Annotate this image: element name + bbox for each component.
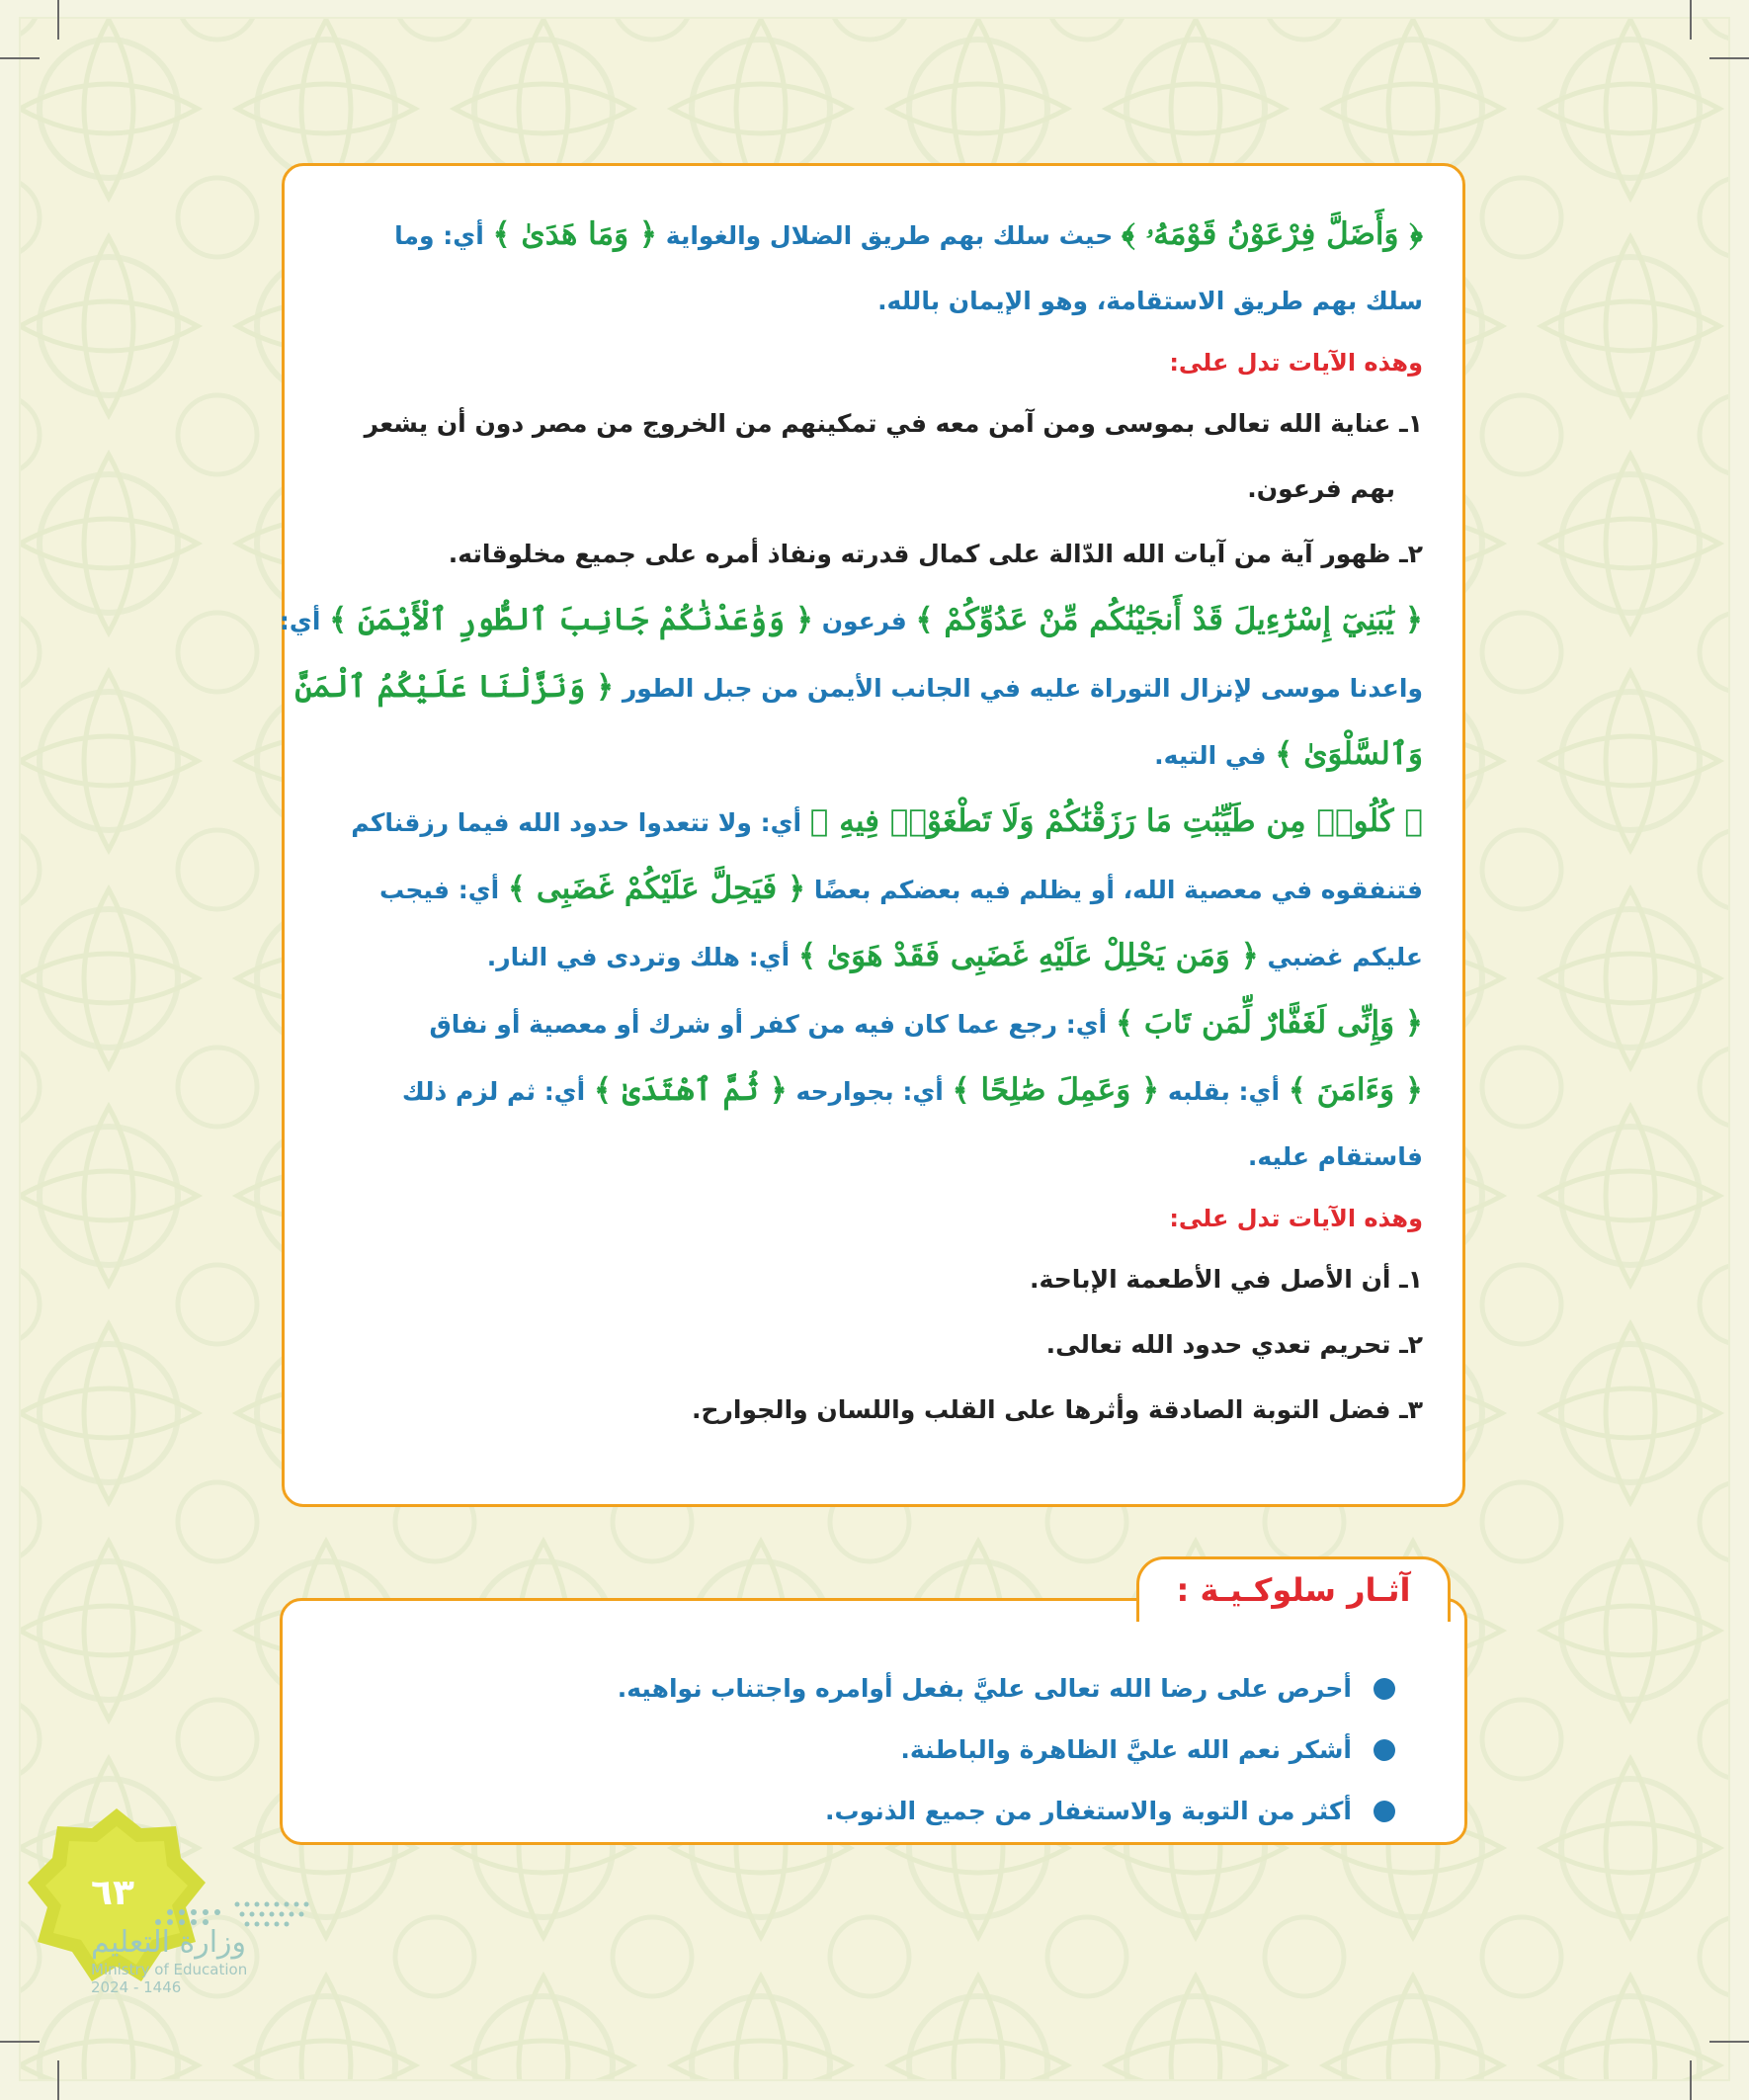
lesson-line bbox=[320, 1312, 1423, 1378]
behavioral-title: آثـار سلوكـيـة : bbox=[1176, 1571, 1411, 1609]
crop-mark bbox=[1690, 0, 1692, 40]
explanation-text: ١ـ عناية الله تعالى بموسى ومن آمن معه في تمكينهم من الخروج من مصر دون أن يشعر bbox=[364, 409, 1423, 438]
list-item bbox=[312, 1781, 1395, 1842]
lesson-line bbox=[320, 1125, 1423, 1190]
lesson-line bbox=[320, 1378, 1423, 1443]
explanation-text: ٢ـ تحريم تعدي حدود الله تعالى. bbox=[1045, 1330, 1423, 1359]
lesson-text bbox=[279, 202, 1423, 1443]
lesson-line bbox=[320, 522, 1423, 587]
explanation-text: أي: فيجب bbox=[378, 876, 508, 904]
explanation-text: أي: bbox=[279, 607, 330, 635]
quran-verse: ﴿ وَنَزَّلْنَا عَلَيْكُمُ ٱلْمَنَّ bbox=[294, 669, 615, 705]
explanation-text: ١ـ أن الأصل في الأطعمة الإباحة. bbox=[1030, 1265, 1423, 1294]
ministry-name-ar: وزارة التعليم bbox=[91, 1925, 247, 1960]
page-number: ٦٣ bbox=[91, 1873, 134, 1913]
bullet-icon bbox=[1374, 1678, 1395, 1700]
crop-mark bbox=[0, 2041, 40, 2043]
lesson-line bbox=[279, 587, 1423, 654]
edition-year: 2024 - 1446 bbox=[91, 1978, 182, 1996]
lesson-line bbox=[320, 202, 1423, 269]
lesson-line bbox=[320, 789, 1423, 856]
explanation-text: فرعون bbox=[813, 607, 916, 635]
quran-verse: ﴿ كُلُوا۟ مِن طَيِّبَٰتِ مَا رَزَقْنَٰكُمْ وَلَا تَطْغَوْا۟ فِيهِ ﴾ bbox=[809, 803, 1423, 839]
crop-mark bbox=[0, 57, 40, 59]
explanation-text: حيث سلك بهم طريق الضلال والغواية bbox=[657, 221, 1122, 250]
lesson-line bbox=[294, 654, 1423, 721]
crop-mark bbox=[1690, 2060, 1692, 2100]
explanation-text: ٣ـ فضل التوبة الصادقة وأثرها على القلب واللسان والجوارح. bbox=[692, 1395, 1423, 1424]
section-heading: وهذه الآيات تدل على: bbox=[1169, 349, 1423, 377]
explanation-text: في التيه. bbox=[1154, 741, 1276, 770]
ministry-logo bbox=[91, 1925, 269, 1996]
explanation-text: أي: ثم لزم ذلك bbox=[401, 1077, 594, 1106]
crop-mark bbox=[57, 2060, 59, 2100]
quran-verse: ﴿ وَعَمِلَ صَٰلِحًا ﴾ bbox=[952, 1072, 1160, 1108]
lesson-line bbox=[320, 856, 1423, 923]
explanation-text: أي: هلك وتردى في النار. bbox=[486, 943, 798, 971]
quran-verse: ﴿ يَٰبَنِيٓ إِسْرَٰٓءِيلَ قَدْ أَنجَيْنَٰكُم مِّنْ عَدُوِّكُمْ ﴾ bbox=[915, 602, 1423, 637]
explanation-text: بهم فرعون. bbox=[1247, 474, 1395, 503]
quran-verse: ﴿ وَمَن يَحْلِلْ عَلَيْهِ غَضَبِى فَقَدْ هَوَىٰ ﴾ bbox=[797, 938, 1259, 973]
explanation-text: فاستقام عليه. bbox=[1247, 1142, 1423, 1171]
lesson-line bbox=[320, 269, 1423, 334]
behavioral-box bbox=[280, 1598, 1467, 1845]
lesson-line bbox=[320, 990, 1423, 1057]
explanation-text: أي: وما bbox=[394, 221, 493, 250]
crop-mark bbox=[1709, 2041, 1749, 2043]
behavioral-title-tab bbox=[1136, 1556, 1451, 1622]
lesson-line bbox=[320, 1190, 1423, 1247]
lesson-line bbox=[320, 721, 1423, 789]
explanation-text: عليكم غضبي bbox=[1258, 943, 1423, 971]
crop-mark bbox=[57, 0, 59, 40]
ministry-name-en: Ministry of Education bbox=[91, 1961, 248, 1978]
quran-verse: ﴿ وَمَا هَدَىٰ ﴾ bbox=[492, 216, 658, 252]
section-heading: وهذه الآيات تدل على: bbox=[1169, 1205, 1423, 1232]
explanation-text: ٢ـ ظهور آية من آيات الله الدّالة على كمال قدرته ونفاذ أمره على جميع مخلوقاته. bbox=[448, 540, 1423, 568]
behavioral-item-text: أحرص على رضا الله تعالى عليَّ بفعل أوامره واجتناب نواهيه. bbox=[617, 1674, 1352, 1703]
bullet-icon bbox=[1374, 1801, 1395, 1822]
lesson-line bbox=[320, 391, 1423, 457]
bullet-icon bbox=[1374, 1739, 1395, 1761]
explanation-text: أي: بقلبه bbox=[1159, 1077, 1289, 1106]
lesson-line bbox=[320, 923, 1423, 990]
list-item bbox=[312, 1720, 1395, 1781]
quran-verse: ﴿ وَوَٰعَدْنَٰكُمْ جَانِبَ ٱلطُّورِ ٱلْأَيْمَنَ ﴾ bbox=[329, 602, 814, 637]
lesson-line bbox=[320, 1247, 1423, 1312]
explanation-text: فتنفقوه في معصية الله، أو يظلم فيه بعضكم بعضًا bbox=[805, 876, 1423, 904]
quran-verse: ﴿ فَيَحِلَّ عَلَيْكُمْ غَضَبِى ﴾ bbox=[507, 871, 806, 906]
quran-verse: وَٱلسَّلْوَىٰ ﴾ bbox=[1275, 736, 1423, 772]
quran-verse: ﴿ ثُمَّ ٱهْتَدَىٰ ﴾ bbox=[593, 1072, 788, 1108]
quran-verse: ﴿ وَأَضَلَّ فِرْعَوْنُ قَوْمَهُۥ ﴾ bbox=[1121, 216, 1423, 252]
lesson-card bbox=[279, 163, 1465, 1507]
quran-verse: ﴿ وَإِنِّى لَغَفَّارٌ لِّمَن تَابَ ﴾ bbox=[1115, 1005, 1423, 1041]
quran-verse: ﴿ وَءَامَنَ ﴾ bbox=[1288, 1072, 1423, 1108]
explanation-text: أي: بجوارحه bbox=[787, 1077, 953, 1106]
lesson-line bbox=[320, 457, 1423, 522]
explanation-text: أي: ولا تتعدوا حدود الله فيما رزقناكم bbox=[351, 808, 810, 837]
lesson-line bbox=[320, 1057, 1423, 1125]
explanation-text: سلك بهم طريق الاستقامة، وهو الإيمان بالله. bbox=[877, 287, 1423, 315]
behavioral-item-text: أكثر من التوبة والاستغفار من جميع الذنوب. bbox=[825, 1797, 1352, 1825]
crop-mark bbox=[1709, 57, 1749, 59]
lesson-line bbox=[320, 334, 1423, 391]
explanation-text: أي: رجع عما كان فيه من كفر أو شرك أو معصية أو نفاق bbox=[429, 1010, 1116, 1039]
explanation-text: واعدنا موسى لإنزال التوراة عليه في الجانب الأيمن من جبل الطور bbox=[614, 674, 1423, 703]
list-item bbox=[312, 1658, 1395, 1720]
behavioral-item-text: أشكر نعم الله عليَّ الظاهرة والباطنة. bbox=[900, 1735, 1352, 1764]
